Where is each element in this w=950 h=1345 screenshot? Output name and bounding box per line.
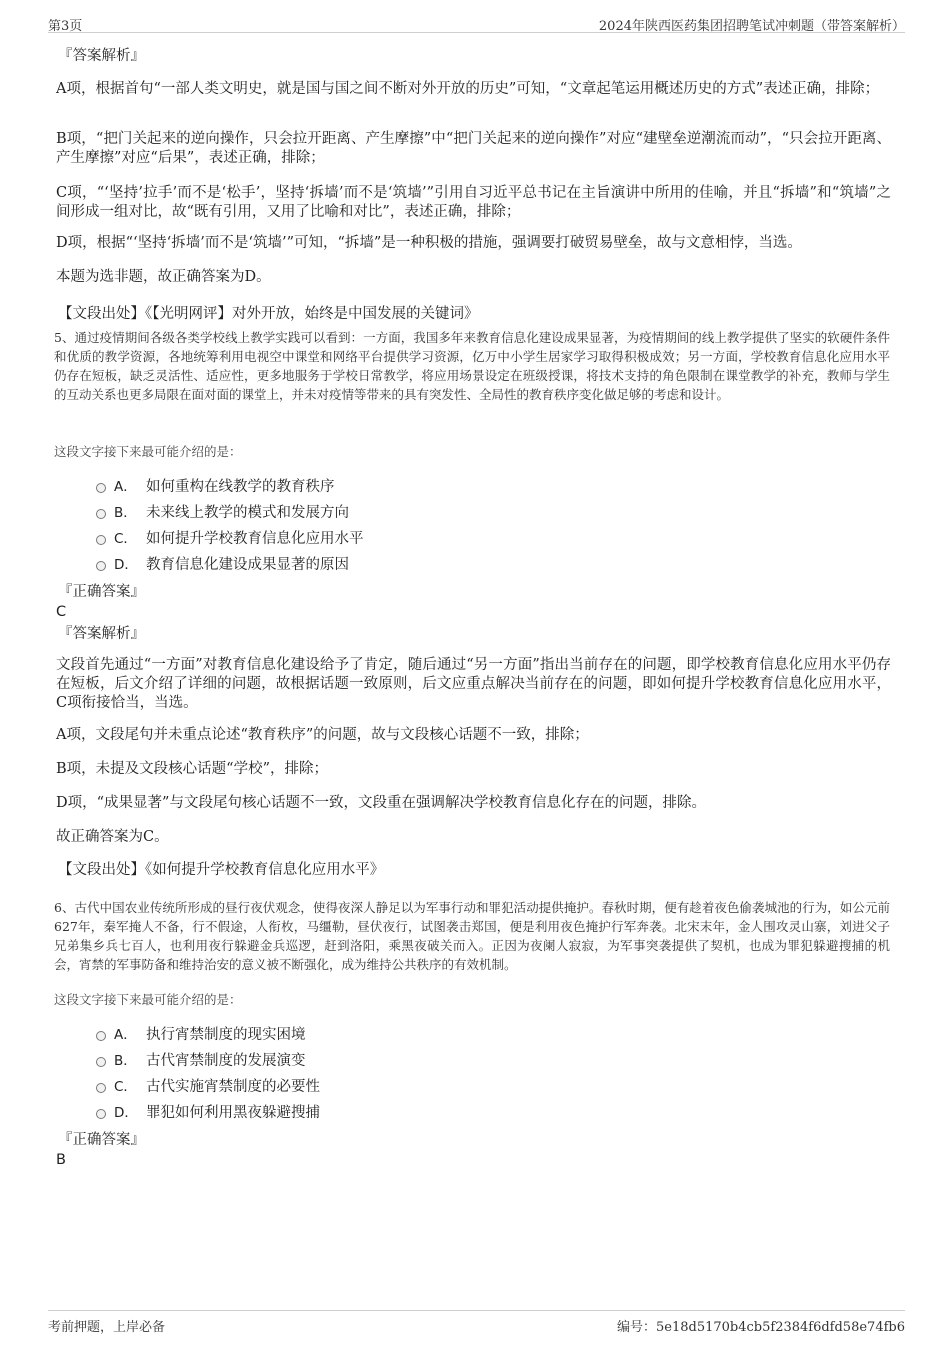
q4-analysis-b: B项，“把门关起来的逆向操作，只会拉开距离、产生摩擦”中“把门关起来的逆向操作”对应“建壁垒逆潮流而动”，“只会拉开距离、产生摩擦”对应“后果”，表述正确，排除； [56, 131, 891, 166]
q5-answer: C [56, 604, 67, 620]
q5-option-a[interactable]: A． 如何重构在线教学的教育秩序 [94, 474, 594, 500]
radio-button-icon[interactable] [96, 1057, 106, 1067]
q4-analysis-label: 『答案解析』 [58, 48, 145, 64]
radio-button-icon[interactable] [96, 1109, 106, 1119]
document-title: 2024年陕西医药集团招聘笔试冲刺题（带答案解析） [598, 19, 905, 34]
radio-button-icon[interactable] [96, 509, 106, 519]
q5-lead: 这段文字接下来最可能介绍的是： [54, 444, 242, 459]
q5-option-b[interactable]: B． 未来线上教学的模式和发展方向 [94, 500, 594, 526]
radio-button-icon[interactable] [96, 483, 106, 493]
q5-analysis-d: D项，“成果显著”与文段尾句核心话题不一致，文段重在强调解决学校教育信息化存在的问题，排除。 [56, 795, 706, 811]
q5-source: 【文段出处】《如何提升学校教育信息化应用水平》 [58, 862, 385, 878]
q6-option-d[interactable]: D． 罪犯如何利用黑夜躲避搜捕 [94, 1100, 594, 1126]
page-number: 第3页 [48, 19, 83, 34]
q5-options [94, 474, 594, 578]
q4-answer-conclusion: 本题为选非题，故正确答案为D。 [56, 269, 271, 285]
document-serial: 编号：5e18d5170b4cb5f2384f6dfd58e74fb6 [617, 1320, 905, 1335]
q5-stem: 5、通过疫情期间各级各类学校线上教学实践可以看到：一方面，我国多年来教育信息化建设成果显著，为疫情期间的线上教学提供了坚实的软硬件条件和优质的教学资源，各地统筹利用电视空中课堂和网络平台提供学习资源，亿万中小学生居家学习取得积极成效；另一方面，学校教育信息化应用水平仍存在短板，缺乏灵活性、适应性，更多地服务于学校日常教学，将应用场景设定在班级授课，将技术支持的角色限制在课堂教学的补充，教师与学生的互动关系也更多局限在面对面的课堂上，并未对疫情等带来的具有突发性、全局性的教育秩序变化做足够的考虑和设计。 [54, 330, 890, 402]
q5-option-d[interactable]: D． 教育信息化建设成果显著的原因 [94, 552, 594, 578]
q5-answer-label: 『正确答案』 [58, 584, 145, 600]
q6-option-c[interactable]: C． 古代实施宵禁制度的必要性 [94, 1074, 594, 1100]
radio-button-icon[interactable] [96, 1083, 106, 1093]
radio-button-icon[interactable] [96, 561, 106, 571]
q4-analysis-c: C项，“‘坚持’拉手’而不是‘松手’，坚持‘拆墙’而不是‘筑墙’”引用自习近平总书记在主旨演讲中所用的佳喻，并且“拆墙”和“筑墙”之间形成一组对比，故“既有引用，又用了比喻和对比”，表述正确，排除； [56, 185, 891, 220]
q6-options [94, 1022, 594, 1126]
page-footer [48, 1310, 905, 1335]
q5-analysis-label: 『答案解析』 [58, 626, 145, 642]
q5-analysis-main: 文段首先通过“一方面”对教育信息化建设给予了肯定，随后通过“另一方面”指出当前存在的问题，即学校教育信息化应用水平仍存在短板，后文介绍了详细的问题，故根据话题一致原则，后文应重点解决当前存在的问题，即如何提升学校教育信息化应用水平，C项衔接恰当，当选。 [56, 657, 891, 711]
q5-answer-conclusion: 故正确答案为C。 [56, 829, 169, 845]
q6-stem: 6、古代中国农业传统所形成的昼行夜伏观念，使得夜深人静足以为军事行动和罪犯活动提供掩护。春秋时期，便有趁着夜色偷袭城池的行为，如公元前627年，秦军掩人不备，行不假途，人衔枚，马缰勒，昼伏夜行，试图袭击郑国，便是利用夜色掩护行军奔袭。北宋末年，金人围攻灵山寨，刘进父子兄弟集乡兵七百人，也利用夜行躲避金兵巡逻，赶到洛阳，乘黑夜破关而入。正因为夜阑人寂寂，为军事突袭提供了契机，也成为罪犯躲避搜捕的机会，宵禁的军事防备和维持治安的意义被不断强化，成为维持公共秩序的有效机制。 [54, 900, 890, 972]
q5-analysis-a: A项，文段尾句并未重点论述“教育秩序”的问题，故与文段核心话题不一致，排除； [56, 727, 589, 743]
q6-option-a[interactable]: A． 执行宵禁制度的现实困境 [94, 1022, 594, 1048]
q6-lead: 这段文字接下来最可能介绍的是： [54, 992, 242, 1007]
q6-answer-label: 『正确答案』 [58, 1132, 145, 1148]
radio-button-icon[interactable] [96, 535, 106, 545]
q5-option-c[interactable]: C． 如何提升学校教育信息化应用水平 [94, 526, 594, 552]
q5-analysis-b: B项，未提及文段核心话题“学校”，排除； [56, 761, 328, 777]
q6-option-b[interactable]: B． 古代宵禁制度的发展演变 [94, 1048, 594, 1074]
q6-answer: B [56, 1152, 66, 1168]
radio-button-icon[interactable] [96, 1031, 106, 1041]
footer-slogan: 考前押题，上岸必备 [48, 1320, 166, 1335]
page-header [48, 12, 905, 33]
q4-source: 【文段出处】《【光明网评】对外开放，始终是中国发展的关键词》 [58, 306, 479, 322]
q4-analysis-d: D项，根据“‘坚持‘拆墙’而不是‘筑墙’”可知，“拆墙”是一种积极的措施，强调要打破贸易壁垒，故与文意相悖，当选。 [56, 235, 802, 251]
q4-analysis-a: A项，根据首句“一部人类文明史，就是国与国之间不断对外开放的历史”可知，“文章起笔运用概述历史的方式”表述正确，排除； [56, 81, 880, 97]
